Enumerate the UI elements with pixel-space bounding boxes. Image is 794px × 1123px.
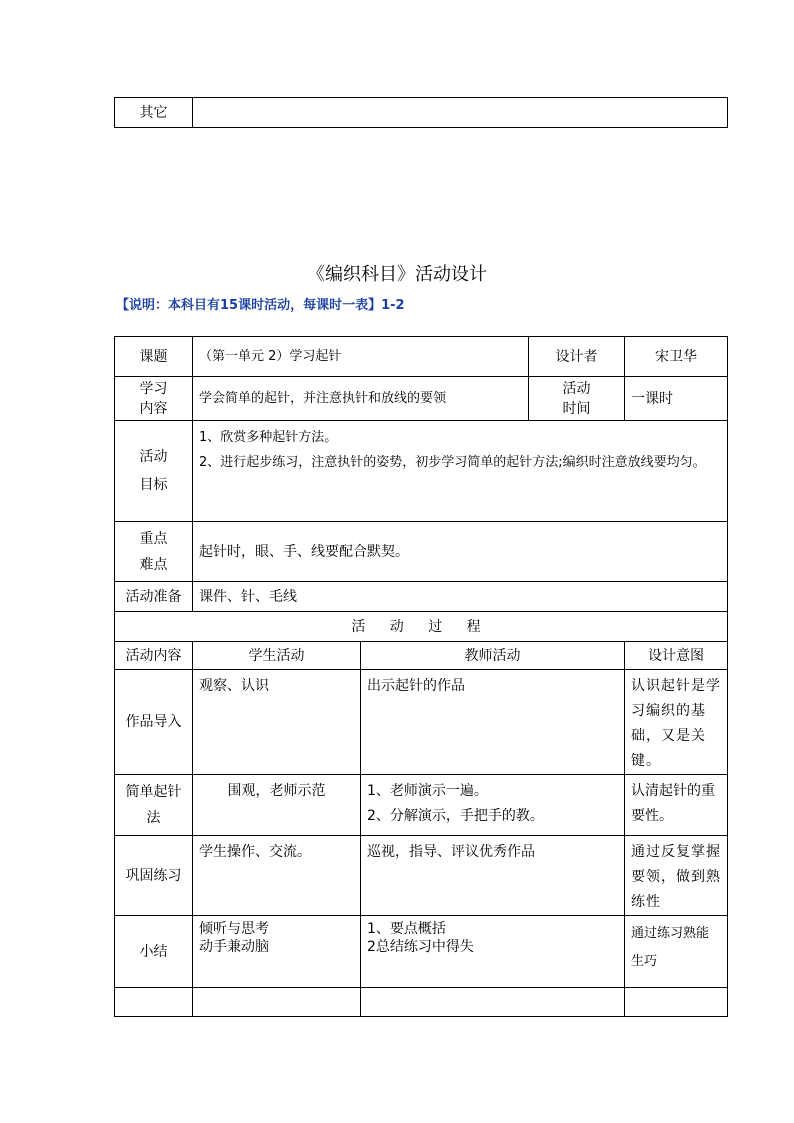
content-value: 学会简单的起针，并注意执针和放线的要领 xyxy=(193,377,529,421)
row-student: 围观，老师示范 xyxy=(193,775,361,836)
other-table xyxy=(114,97,728,128)
row-student: 观察、认识 xyxy=(193,670,361,775)
goals-row xyxy=(115,421,728,522)
col-header-content: 活动内容 xyxy=(115,642,193,670)
process-header: 活 动 过 程 xyxy=(115,612,728,642)
focus-label: 重点 难点 xyxy=(115,522,193,582)
topic-value: （第一单元 2）学习起针 xyxy=(193,337,529,377)
activity-design-table xyxy=(114,336,728,1017)
table-row xyxy=(115,916,728,988)
focus-value: 起针时，眼、手、线要配合默契。 xyxy=(193,522,728,582)
time-label: 活动 时间 xyxy=(529,377,625,421)
goals-label: 活动 目标 xyxy=(115,421,193,522)
row-teacher: 1、要点概括 2总结练习中得失 xyxy=(361,916,625,988)
topic-row xyxy=(115,337,728,377)
col-header-student: 学生活动 xyxy=(193,642,361,670)
col-header-teacher: 教师活动 xyxy=(361,642,625,670)
row-teacher: 出示起针的作品 xyxy=(361,670,625,775)
row-intent: 通过反复掌握要领，做到熟练性 xyxy=(625,836,728,916)
row-intent: 认清起针的重要性。 xyxy=(625,775,728,836)
prep-value: 课件、针、毛线 xyxy=(193,582,728,612)
row-teacher: 1、老师演示一遍。 2、分解演示，手把手的教。 xyxy=(361,775,625,836)
row-student: 学生操作、交流。 xyxy=(193,836,361,916)
note-text: 【说明：本科目有15课时活动，每课时一表】1-2 xyxy=(116,298,405,313)
designer-label: 设计者 xyxy=(529,337,625,377)
prep-label: 活动准备 xyxy=(115,582,193,612)
goals-value xyxy=(193,421,728,522)
table-row xyxy=(115,775,728,836)
page-title: 《编织科目》活动设计 xyxy=(307,264,487,285)
row-intent: 认识起针是学习编织的基础，又是关键。 xyxy=(625,670,728,775)
table-row xyxy=(115,670,728,775)
other-value xyxy=(193,98,728,128)
focus-row xyxy=(115,522,728,582)
table-row xyxy=(115,836,728,916)
process-header-row xyxy=(115,612,728,642)
content-row xyxy=(115,377,728,421)
other-label: 其它 xyxy=(115,98,193,128)
topic-label: 课题 xyxy=(115,337,193,377)
goal-item: 1、欣赏多种起针方法。 xyxy=(199,430,338,445)
designer-value: 宋卫华 xyxy=(625,337,728,377)
row-content: 作品导入 xyxy=(115,670,193,775)
time-value: 一课时 xyxy=(625,377,728,421)
goal-item: 2、进行起步练习，注意执针的姿势，初步学习简单的起针方法;编织时注意放线要均匀。 xyxy=(199,455,706,470)
col-header-intent: 设计意图 xyxy=(625,642,728,670)
column-header-row xyxy=(115,642,728,670)
content-label: 学习 内容 xyxy=(115,377,193,421)
row-content: 简单起针法 xyxy=(115,775,193,836)
empty-row xyxy=(115,988,728,1017)
row-teacher: 巡视，指导、评议优秀作品 xyxy=(361,836,625,916)
prep-row xyxy=(115,582,728,612)
row-content: 小结 xyxy=(115,916,193,988)
row-content: 巩固练习 xyxy=(115,836,193,916)
row-intent: 通过练习熟能生巧 xyxy=(625,916,728,988)
row-student: 倾听与思考 动手兼动脑 xyxy=(193,916,361,988)
